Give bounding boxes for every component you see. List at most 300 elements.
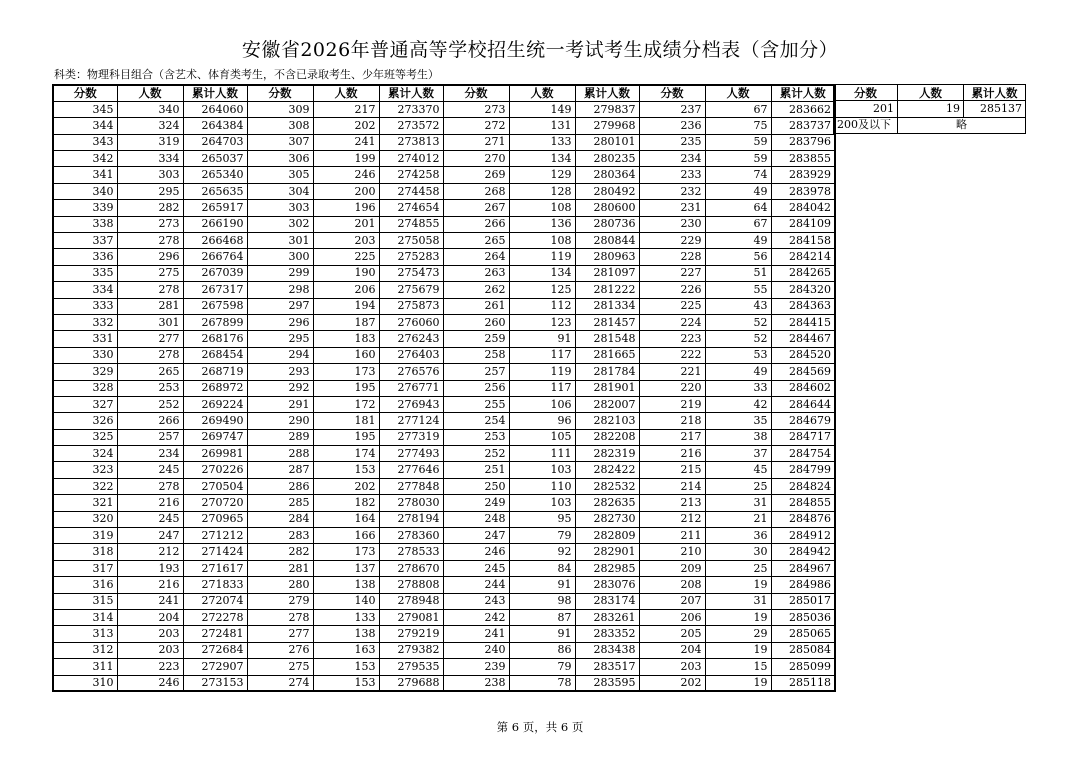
table-cell: 49: [705, 183, 771, 199]
table-cell: 25: [705, 478, 771, 494]
table-cell: 280963: [575, 249, 639, 265]
table-cell: 199: [313, 151, 379, 167]
table-cell: 271617: [183, 560, 247, 576]
table-cell: 36: [705, 528, 771, 544]
table-cell: 223: [639, 331, 705, 347]
table-cell: 259: [443, 331, 509, 347]
table-cell: 266764: [183, 249, 247, 265]
table-cell: 91: [509, 331, 575, 347]
table-cell: 221: [639, 364, 705, 380]
table-cell: 19: [898, 101, 964, 117]
table-cell: 310: [53, 675, 117, 691]
table-cell: 166: [313, 528, 379, 544]
table-row: [53, 298, 835, 314]
table-cell: 306: [247, 151, 313, 167]
table-cell: 96: [509, 413, 575, 429]
table-cell: 272481: [183, 626, 247, 642]
table-cell: 294: [247, 347, 313, 363]
table-row: [53, 413, 835, 429]
table-cell: 253: [443, 429, 509, 445]
table-cell: 336: [53, 249, 117, 265]
table-cell: 279535: [379, 659, 443, 675]
table-cell: 183: [313, 331, 379, 347]
table-cell: 280: [247, 577, 313, 593]
table-cell: 283796: [771, 134, 835, 150]
table-cell: 284912: [771, 528, 835, 544]
table-cell: 278808: [379, 577, 443, 593]
table-cell: 190: [313, 265, 379, 281]
table-cell: 275: [247, 659, 313, 675]
table-cell: 203: [313, 233, 379, 249]
table-cell: 164: [313, 511, 379, 527]
table-cell: 272907: [183, 659, 247, 675]
table-cell: 284967: [771, 560, 835, 576]
column-header: 人数: [509, 85, 575, 101]
table-cell: 103: [509, 462, 575, 478]
table-cell: 252: [117, 396, 183, 412]
table-cell: 35: [705, 413, 771, 429]
table-cell: 235: [639, 134, 705, 150]
table-cell: 284986: [771, 577, 835, 593]
table-cell: 283855: [771, 151, 835, 167]
table-cell: 283352: [575, 626, 639, 642]
table-cell: 283438: [575, 642, 639, 658]
table-cell: 84: [509, 560, 575, 576]
table-cell: 187: [313, 314, 379, 330]
table-cell: 324: [53, 446, 117, 462]
table-cell: 258: [443, 347, 509, 363]
table-cell: 280364: [575, 167, 639, 183]
table-cell: 45: [705, 462, 771, 478]
table-row: [53, 396, 835, 412]
table-cell: 277493: [379, 446, 443, 462]
table-cell: 298: [247, 282, 313, 298]
table-cell: 276576: [379, 364, 443, 380]
table-cell: 279: [247, 593, 313, 609]
table-cell: 283978: [771, 183, 835, 199]
table-cell: 117: [509, 380, 575, 396]
table-row: [53, 233, 835, 249]
table-cell: 202: [639, 675, 705, 691]
table-cell: 271424: [183, 544, 247, 560]
table-cell: 279081: [379, 610, 443, 626]
table-cell: 64: [705, 200, 771, 216]
table-cell: 307: [247, 134, 313, 150]
table-cell: 309: [247, 101, 313, 117]
table-cell: 334: [117, 151, 183, 167]
table-cell: 278194: [379, 511, 443, 527]
column-header: 累计人数: [183, 85, 247, 101]
table-cell: 333: [53, 298, 117, 314]
table-cell: 230: [639, 216, 705, 232]
score-distribution-table: [52, 84, 836, 692]
table-cell: 95: [509, 511, 575, 527]
table-cell: 153: [313, 675, 379, 691]
table-cell: 52: [705, 331, 771, 347]
table-cell: 337: [53, 233, 117, 249]
table-cell: 202: [313, 118, 379, 134]
table-cell: 285036: [771, 610, 835, 626]
table-cell: 245: [117, 462, 183, 478]
table-cell: 19: [705, 675, 771, 691]
table-cell: 276243: [379, 331, 443, 347]
table-cell: 331: [53, 331, 117, 347]
table-cell: 257: [117, 429, 183, 445]
table-cell: 19: [705, 610, 771, 626]
table-cell: 280235: [575, 151, 639, 167]
table-cell: 303: [247, 200, 313, 216]
table-cell: 237: [639, 101, 705, 117]
table-row: [834, 117, 1026, 133]
table-cell: 267317: [183, 282, 247, 298]
table-cell: 284363: [771, 298, 835, 314]
table-cell: 226: [639, 282, 705, 298]
table-cell: 25: [705, 560, 771, 576]
table-cell: 91: [509, 626, 575, 642]
table-cell: 211: [639, 528, 705, 544]
table-cell: 216: [117, 577, 183, 593]
table-cell: 342: [53, 151, 117, 167]
table-cell: 282319: [575, 446, 639, 462]
column-header: 累计人数: [379, 85, 443, 101]
table-cell: 329: [53, 364, 117, 380]
table-cell: 273572: [379, 118, 443, 134]
table-cell: 266468: [183, 233, 247, 249]
column-header: 分数: [443, 85, 509, 101]
table-cell: 340: [117, 101, 183, 117]
table-cell: 283662: [771, 101, 835, 117]
table-cell: 284520: [771, 347, 835, 363]
table-cell: 266: [443, 216, 509, 232]
table-cell: 219: [639, 396, 705, 412]
table-cell: 270: [443, 151, 509, 167]
table-cell: 202: [313, 478, 379, 494]
table-cell: 269224: [183, 396, 247, 412]
table-cell: 246: [443, 544, 509, 560]
table-cell: 266: [117, 413, 183, 429]
table-row: [53, 626, 835, 642]
table-cell: 285065: [771, 626, 835, 642]
table-cell: 284415: [771, 314, 835, 330]
table-cell: 273: [443, 101, 509, 117]
table-cell: 117: [509, 347, 575, 363]
table-cell: 284876: [771, 511, 835, 527]
table-cell: 274855: [379, 216, 443, 232]
table-cell: 247: [443, 528, 509, 544]
table-cell: 284265: [771, 265, 835, 281]
table-cell: 340: [53, 183, 117, 199]
table-cell: 277848: [379, 478, 443, 494]
table-cell: 53: [705, 347, 771, 363]
table-row: [53, 167, 835, 183]
column-header: 人数: [117, 85, 183, 101]
table-cell: 268: [443, 183, 509, 199]
table-cell: 282208: [575, 429, 639, 445]
table-cell: 330: [53, 347, 117, 363]
table-cell: 280101: [575, 134, 639, 150]
table-cell: 278: [117, 233, 183, 249]
table-cell: 320: [53, 511, 117, 527]
table-cell: 328: [53, 380, 117, 396]
table-cell: 271: [443, 134, 509, 150]
table-cell: 43: [705, 298, 771, 314]
table-cell: 279688: [379, 675, 443, 691]
table-cell: 75: [705, 118, 771, 134]
table-cell: 274258: [379, 167, 443, 183]
table-cell: 123: [509, 314, 575, 330]
table-cell: 242: [443, 610, 509, 626]
table-cell: 257: [443, 364, 509, 380]
table-cell: 281665: [575, 347, 639, 363]
table-cell: 282901: [575, 544, 639, 560]
table-cell: 284824: [771, 478, 835, 494]
table-cell: 289: [247, 429, 313, 445]
table-cell: 273: [117, 216, 183, 232]
table-cell: 265037: [183, 151, 247, 167]
table-cell: 283595: [575, 675, 639, 691]
table-cell: 280844: [575, 233, 639, 249]
table-cell: 322: [53, 478, 117, 494]
table-cell: 195: [313, 380, 379, 396]
table-cell: 131: [509, 118, 575, 134]
table-row: [53, 675, 835, 691]
table-cell: 270226: [183, 462, 247, 478]
table-cell: 108: [509, 200, 575, 216]
table-cell: 214: [639, 478, 705, 494]
table-cell: 272074: [183, 593, 247, 609]
table-cell: 282985: [575, 560, 639, 576]
table-cell: 87: [509, 610, 575, 626]
table-cell: 314: [53, 610, 117, 626]
table-row: [53, 134, 835, 150]
table-cell: 282635: [575, 495, 639, 511]
table-row: [53, 528, 835, 544]
table-cell: 300: [247, 249, 313, 265]
table-cell: 278670: [379, 560, 443, 576]
table-cell: 31: [705, 593, 771, 609]
column-header: 累计人数: [575, 85, 639, 101]
table-cell: 270720: [183, 495, 247, 511]
table-cell: 277646: [379, 462, 443, 478]
column-header: 分数: [53, 85, 117, 101]
table-cell: 321: [53, 495, 117, 511]
table-cell: 343: [53, 134, 117, 150]
table-row: [53, 101, 835, 117]
table-cell: 204: [117, 610, 183, 626]
lowest-scores-table: [833, 84, 1026, 134]
table-cell: 196: [313, 200, 379, 216]
table-cell: 296: [117, 249, 183, 265]
table-cell: 55: [705, 282, 771, 298]
table-row: [53, 183, 835, 199]
table-cell: 193: [117, 560, 183, 576]
page-title: 安徽省2026年普通高等学校招生统一考试考生成绩分档表（含加分）: [241, 39, 839, 61]
table-cell: 272684: [183, 642, 247, 658]
table-cell: 200及以下: [834, 117, 898, 133]
table-cell: 302: [247, 216, 313, 232]
table-cell: 29: [705, 626, 771, 642]
table-cell: 278360: [379, 528, 443, 544]
table-cell: 281: [117, 298, 183, 314]
table-cell: 283: [247, 528, 313, 544]
table-cell: 323: [53, 462, 117, 478]
table-cell: 203: [117, 642, 183, 658]
table-cell: 317: [53, 560, 117, 576]
table-cell: 285137: [964, 101, 1026, 117]
table-cell: 297: [247, 298, 313, 314]
table-cell: 222: [639, 347, 705, 363]
table-row: [53, 314, 835, 330]
table-cell: 243: [443, 593, 509, 609]
column-header: 人数: [705, 85, 771, 101]
table-cell: 195: [313, 429, 379, 445]
table-cell: 249: [443, 495, 509, 511]
table-cell: 283261: [575, 610, 639, 626]
table-cell: 209: [639, 560, 705, 576]
table-cell: 275283: [379, 249, 443, 265]
table-cell: 276060: [379, 314, 443, 330]
table-cell: 262: [443, 282, 509, 298]
table-cell: 215: [639, 462, 705, 478]
table-cell: 287: [247, 462, 313, 478]
table-cell: 163: [313, 642, 379, 658]
table-cell: 291: [247, 396, 313, 412]
table-row: [53, 642, 835, 658]
table-cell: 282: [247, 544, 313, 560]
table-cell: 234: [639, 151, 705, 167]
table-cell: 216: [639, 446, 705, 462]
table-cell: 201: [313, 216, 379, 232]
table-cell: 286: [247, 478, 313, 494]
table-cell: 134: [509, 151, 575, 167]
table-cell: 292: [247, 380, 313, 396]
table-cell: 74: [705, 167, 771, 183]
table-cell: 296: [247, 314, 313, 330]
table-cell: 217: [639, 429, 705, 445]
table-cell: 264384: [183, 118, 247, 134]
table-cell: 284320: [771, 282, 835, 298]
table-cell: 275679: [379, 282, 443, 298]
table-cell: 231: [639, 200, 705, 216]
table-cell: 303: [117, 167, 183, 183]
table-cell: 79: [509, 659, 575, 675]
table-cell: 119: [509, 364, 575, 380]
table-cell: 279968: [575, 118, 639, 134]
table-cell: 241: [117, 593, 183, 609]
table-row: [53, 593, 835, 609]
table-cell: 149: [509, 101, 575, 117]
table-cell: 172: [313, 396, 379, 412]
table-cell: 218: [639, 413, 705, 429]
table-cell: 327: [53, 396, 117, 412]
table-cell: 194: [313, 298, 379, 314]
table-cell: 200: [313, 183, 379, 199]
table-cell: 19: [705, 642, 771, 658]
table-cell: 203: [639, 659, 705, 675]
table-cell: 271212: [183, 528, 247, 544]
table-cell: 245: [117, 511, 183, 527]
column-header: 分数: [834, 85, 898, 101]
table-cell: 220: [639, 380, 705, 396]
column-header: 人数: [898, 85, 964, 101]
table-cell: 212: [639, 511, 705, 527]
table-cell: 246: [117, 675, 183, 691]
table-row: [53, 364, 835, 380]
table-cell: 15: [705, 659, 771, 675]
table-cell: 267: [443, 200, 509, 216]
table-cell: 160: [313, 347, 379, 363]
table-cell: 244: [443, 577, 509, 593]
table-cell: 285: [247, 495, 313, 511]
table-cell: 274: [247, 675, 313, 691]
table-cell: 260: [443, 314, 509, 330]
table-cell: 59: [705, 134, 771, 150]
table-cell: 239: [443, 659, 509, 675]
table-cell: 283076: [575, 577, 639, 593]
table-cell: 338: [53, 216, 117, 232]
column-header: 人数: [313, 85, 379, 101]
table-cell: 263: [443, 265, 509, 281]
column-header: 累计人数: [964, 85, 1026, 101]
table-cell: 30: [705, 544, 771, 560]
table-cell: 254: [443, 413, 509, 429]
table-cell: 208: [639, 577, 705, 593]
table-cell: 252: [443, 446, 509, 462]
table-cell: 270965: [183, 511, 247, 527]
table-cell: 344: [53, 118, 117, 134]
table-cell: 119: [509, 249, 575, 265]
table-cell: 283517: [575, 659, 639, 675]
table-cell: 274458: [379, 183, 443, 199]
table-cell: 134: [509, 265, 575, 281]
table-cell: 277319: [379, 429, 443, 445]
table-cell: 128: [509, 183, 575, 199]
table-cell: 282007: [575, 396, 639, 412]
table-cell: 174: [313, 446, 379, 462]
table-row: [53, 282, 835, 298]
table-cell: 253: [117, 380, 183, 396]
table-cell: 281457: [575, 314, 639, 330]
table-cell: 98: [509, 593, 575, 609]
table-cell: 285118: [771, 675, 835, 691]
table-cell: 284799: [771, 462, 835, 478]
table-cell: 49: [705, 364, 771, 380]
table-cell: 315: [53, 593, 117, 609]
table-cell: 281: [247, 560, 313, 576]
table-cell: 225: [639, 298, 705, 314]
table-cell: 293: [247, 364, 313, 380]
table-cell: 308: [247, 118, 313, 134]
table-row: [53, 495, 835, 511]
table-cell: 275: [117, 265, 183, 281]
table-row: [53, 446, 835, 462]
table-cell: 264060: [183, 101, 247, 117]
table-cell: 274654: [379, 200, 443, 216]
table-row: [53, 462, 835, 478]
table-cell: 19: [705, 577, 771, 593]
table-cell: 241: [443, 626, 509, 642]
table-cell: 282809: [575, 528, 639, 544]
table-cell: 240: [443, 642, 509, 658]
table-cell: 59: [705, 151, 771, 167]
table-cell: 86: [509, 642, 575, 658]
table-row: [834, 101, 1026, 117]
column-header: 累计人数: [771, 85, 835, 101]
table-cell: 284214: [771, 249, 835, 265]
table-cell: 261: [443, 298, 509, 314]
table-cell: 111: [509, 446, 575, 462]
table-cell: 277: [117, 331, 183, 347]
